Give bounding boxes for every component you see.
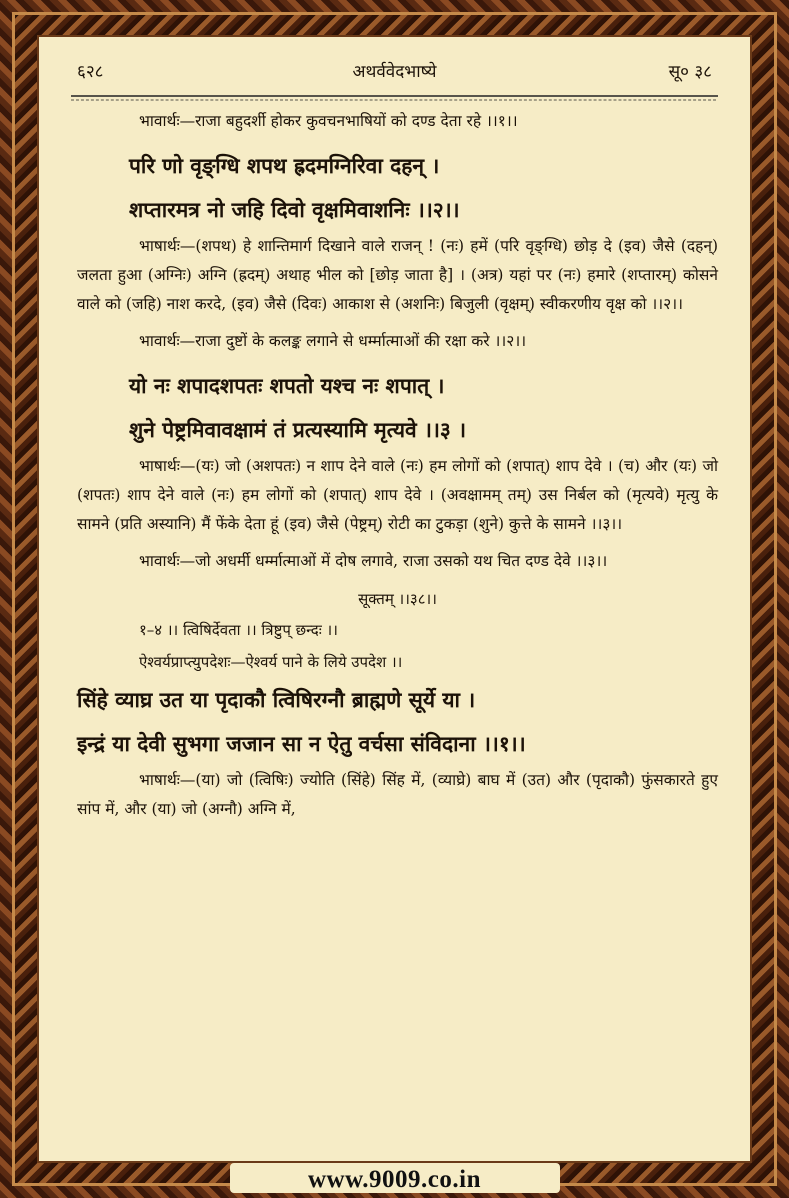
mantra-verse: शप्तारमत्र नो जहि दिवो वृक्षमिवाशनिः ।।२।।: [129, 197, 460, 222]
page-number: ६२८: [77, 62, 104, 82]
paragraph-gap: [77, 576, 718, 584]
section-number: सू० ३८: [668, 62, 712, 82]
page-header: [77, 59, 712, 85]
prose-paragraph: भावार्थः—राजा दुष्टों के कलङ्क लगाने से धर्म्मात्माओं की रक्षा करे ।।२।।: [139, 332, 527, 350]
prose-paragraph: भावार्थः—जो अधर्मी धर्म्मात्माओं में दोष लगावे, राजा उसको यथ चित दण्ड देवे ।।३।।: [139, 552, 608, 570]
mantra-verse: परि णो वृङ्ग्धि शपथ ह्रदमग्निरिवा दहन् ।: [129, 153, 440, 178]
mantra-verse: इन्द्रं या देवी सुभगा जजान सा न ऐतु वर्चसा संविदाना ।।१।।: [77, 731, 526, 756]
paragraph-gap: [77, 824, 718, 832]
site-url: www.9009.co.in: [308, 1166, 481, 1193]
sukta-meta: १–४ ।। त्विषिर्देवता ।। त्रिष्टुप् छन्दः ।।: [139, 621, 338, 639]
scripture-page: [37, 35, 752, 1163]
paragraph-gap: [77, 539, 718, 547]
paragraph-gap: [77, 356, 718, 364]
paragraph-gap: [77, 136, 718, 144]
paragraph-gap: [77, 319, 718, 327]
page-body: [77, 107, 718, 832]
prose-paragraph: भावार्थः—राजा बहुदर्शी होकर कुवचनभाषियों को दण्ड देता रहे ।।१।।: [139, 112, 518, 130]
sukta-meta: ऐश्वर्यप्राप्त्युपदेशः—ऐश्वर्य पाने के लिये उपदेश ।।: [139, 653, 403, 671]
prose-paragraph: भाषार्थः—(शपथ) हे शान्तिमार्ग दिखाने वाले राजन् ! (नः) हमें (परि वृङ्ग्धि) छोड़ दे (इव) जैसे (दहन्) जलता हुआ (अग्निः) अग्नि (ह्रदम्) अथाह भील को [छोड़ जाता है] । (अत्र) यहां पर (नः) हमारे (शप्तारम्) कोसने वाले को (जहि) नाश करदे, (इव) जैसे (दिवः) आकाश से (अशनिः) बिजुली (वृक्षम्) स्वीकरणीय वृक्ष को ।।२।।: [77, 237, 718, 313]
mantra-verse: यो नः शपादशपतः शपतो यश्च नः शपात् ।: [129, 373, 445, 398]
prose-paragraph: भाषार्थः—(यः) जो (अशपतः) न शाप देने वाले (नः) हम लोगों को (शपात्) शाप देवे । (च) और (यः) जो (शपतः) शाप देने वाले (नः) हम लोगों को (शपात्) शाप देवे । (अवक्षामम् तम्) उस निर्बल को (मृत्यवे) मृत्यु के सामने (प्रति अस्यानि) मैं फेंके देता हूं (इव) जैसे (पेष्ट्रम्) रोटी का टुकड़ा (शुने) कुत्ते के सामने ।।३।।: [77, 457, 718, 533]
mantra-verse: शुने पेष्ट्रमिवावक्षामं तं प्रत्यस्यामि मृत्यवे ।।३ ।: [129, 417, 467, 442]
sukta-heading: सूक्तम् ।।३८।।: [358, 590, 437, 608]
prose-paragraph: भाषार्थः—(या) जो (त्विषिः) ज्योति (सिंहे) सिंह में, (व्याघ्रे) बाघ में (उत) और (पृदाकौ) फुंसकारते हुए सांप में, और (या) जो (अग्नौ) अग्नि में,: [77, 771, 718, 818]
book-title: अथर्ववेदभाष्ये: [352, 62, 437, 82]
mantra-verse: सिंहे व्याघ्र उत या पृदाकौ त्विषिरग्नौ ब्राह्मणे सूर्ये या ।: [77, 687, 476, 712]
header-rule: [71, 93, 718, 103]
